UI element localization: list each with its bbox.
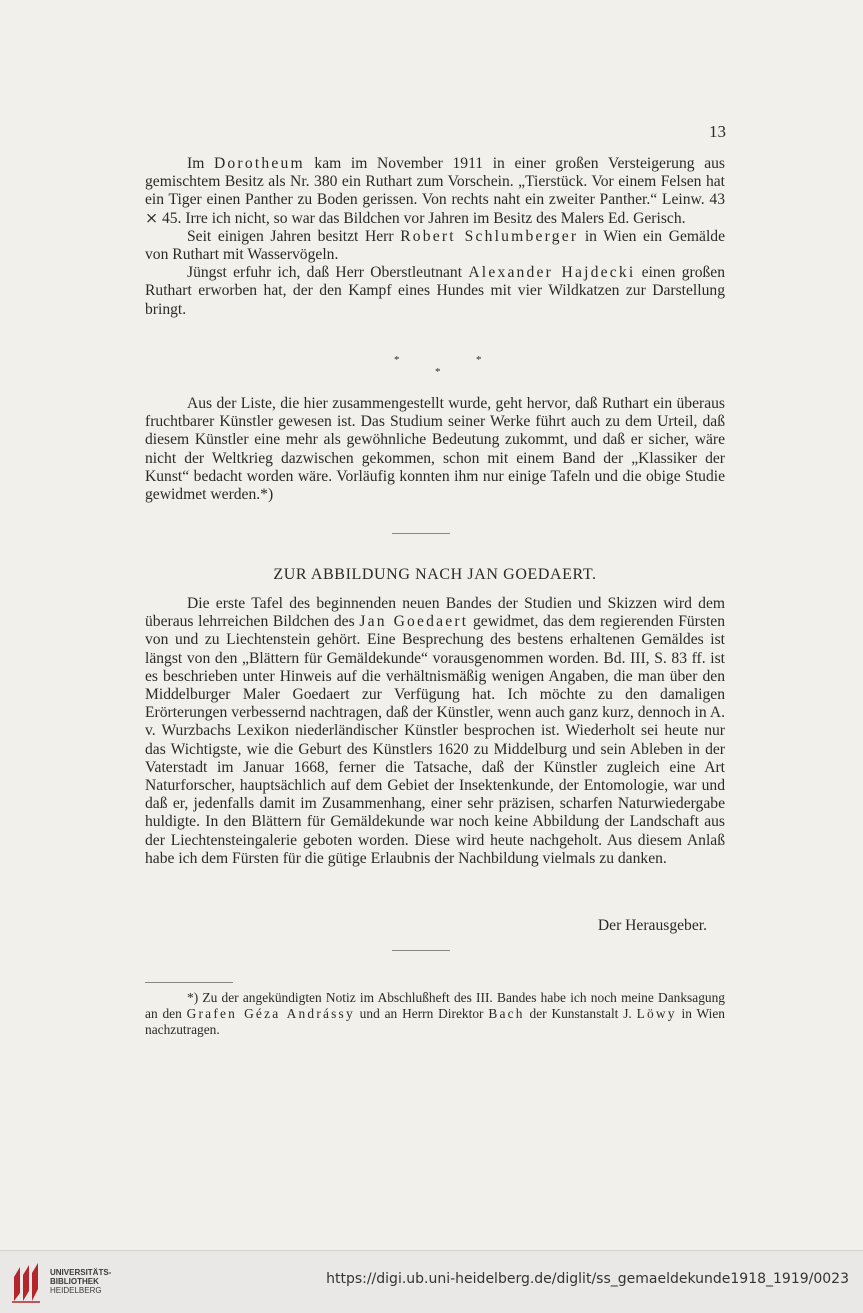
divider-rule: [392, 950, 450, 951]
text-block-conclusion: [145, 395, 725, 504]
footnote-rule: [145, 982, 233, 983]
star-mark: *: [394, 354, 400, 366]
spaced-name: Dorotheum: [213, 155, 305, 172]
star-mark: *: [435, 366, 441, 378]
spaced-name: Löwy: [636, 1005, 677, 1021]
library-footer-bar: [0, 1250, 863, 1313]
spaced-name: Grafen Géza Andrássy: [186, 1005, 355, 1021]
paragraph: Aus der Liste, die hier zusammengestellt wurde, geht hervor, daß Ruthart ein überaus fruchtbarer Künstler gewesen ist. Das Studium seiner Werke führt auch zu dem Urteil, daß diesem Künstler eine mehr als gewöhnliche Bedeutung zukommt, und daß er sicher, wäre nicht der Weltkrieg dazwischen gekommen, schon mit einem Band der „Klassiker der Kunst“ bedacht worden wäre. Vorläufig konnten ihm nur einige Tafeln und die obige Studie gewidmet werden.*): [145, 395, 725, 504]
footnote: *) Zu der angekündigten Notiz im Abschlußheft des III. Bandes habe ich noch meine Danksagung an den Grafen Géza Andrássy und an Herrn Direktor Bach der Kunstanstalt J. Löwy in Wien nachzutragen.: [145, 990, 725, 1037]
spaced-name: Jan Goedaert: [359, 613, 469, 631]
text-block-goedaert: [145, 595, 725, 868]
section-separator-stars: [380, 352, 490, 382]
paragraph: Die erste Tafel des beginnenden neuen Bandes der Studien und Skizzen wird dem überaus lehrreichen Bildchen des Jan Goedaert gewidmet, das dem regierenden Fürsten von und zu Liechtenstein gehört. Eine Besprechung des bestens erhaltenen Gemäldes ist längst von den „Blättern für Gemäldekunde“ vorausgenommen worden. Bd. III, S. 83 ff. ist es beschrieben unter Hinweis auf die verhältnismäßig wenigen Angaben, die man über den Middelburger Maler Goedaert zur Verfügung hat. Ich möchte zu den damaligen Erörterungen verbessernd nachtragen, daß der Künstler, wenn auch ganz kurz, dennoch in A. v. Wurzbachs Lexikon niederländischer Künstler besprochen ist. Wiederholt sei heute nur das Wichtigste, wie die Geburt des Künstlers 1620 zu Middelburg und sein Ableben in der Vaterstadt im Januar 1668, ferner die Tatsache, daß der Künstler zugleich eine Art Naturforscher, hauptsächlich auf dem Gebiet der Insektenkunde, der Entomologie, war und daß er, jedenfalls damit im Zusammenhang, einer sehr präzisen, scharfen Naturwiedergabe huldigte. In den Blättern für Gemäldekunde war noch keine Abbildung der Landschaft aus der Liechtensteingalerie geboten worden. Diese wird heute nachgeholt. Aus diesem Anlaß habe ich dem Fürsten für die gütige Erlaubnis der Nachbildung vielmals zu danken.: [145, 595, 725, 867]
library-name: UNIVERSITÄTS- BIBLIOTHEK HEIDELBERG: [50, 1268, 112, 1295]
document-url-link[interactable]: https://digi.ub.uni-heidelberg.de/diglit/ss_gemaeldekunde1918_1919/0023: [326, 1271, 849, 1287]
star-mark: *: [476, 354, 482, 366]
section-heading: ZUR ABBILDUNG NACH JAN GOEDAERT.: [273, 566, 597, 583]
paragraph: Im Dorotheum kam im November 1911 in einer großen Versteigerung aus gemischtem Besitz als Nr. 380 ein Ruthart zum Vorschein. „Tierstück. Vor einem Felsen hat ein Tiger einen Panther zu Boden gerissen. Von rechts naht ein zweiter Panther.“ Leinw. 43 ⨯ 45. Irre ich nicht, so war das Bildchen vor Jahren im Besitz des Malers Ed. Gerisch.: [145, 155, 725, 227]
page-number: 13: [709, 122, 726, 141]
divider-rule: [392, 533, 450, 534]
university-library-logo-icon[interactable]: [10, 1263, 42, 1303]
spaced-name: Bach: [488, 1005, 525, 1021]
signature-line: Der Herausgeber.: [597, 917, 707, 934]
spaced-name: Robert Schlumberger: [400, 227, 579, 245]
paragraph: Seit einigen Jahren besitzt Herr Robert Schlumberger in Wien ein Gemälde von Ruthart mit Wasservögeln.: [145, 227, 725, 264]
spaced-name: Alexander Hajdecki: [468, 264, 636, 282]
text-block-provenance: [145, 155, 725, 319]
paragraph: Jüngst erfuhr ich, daß Herr Oberstleutnant Alexander Hajdecki einen großen Ruthart erworben hat, der den Kampf eines Hundes mit vier Wildkatzen zur Darstellung bringt.: [145, 264, 726, 318]
